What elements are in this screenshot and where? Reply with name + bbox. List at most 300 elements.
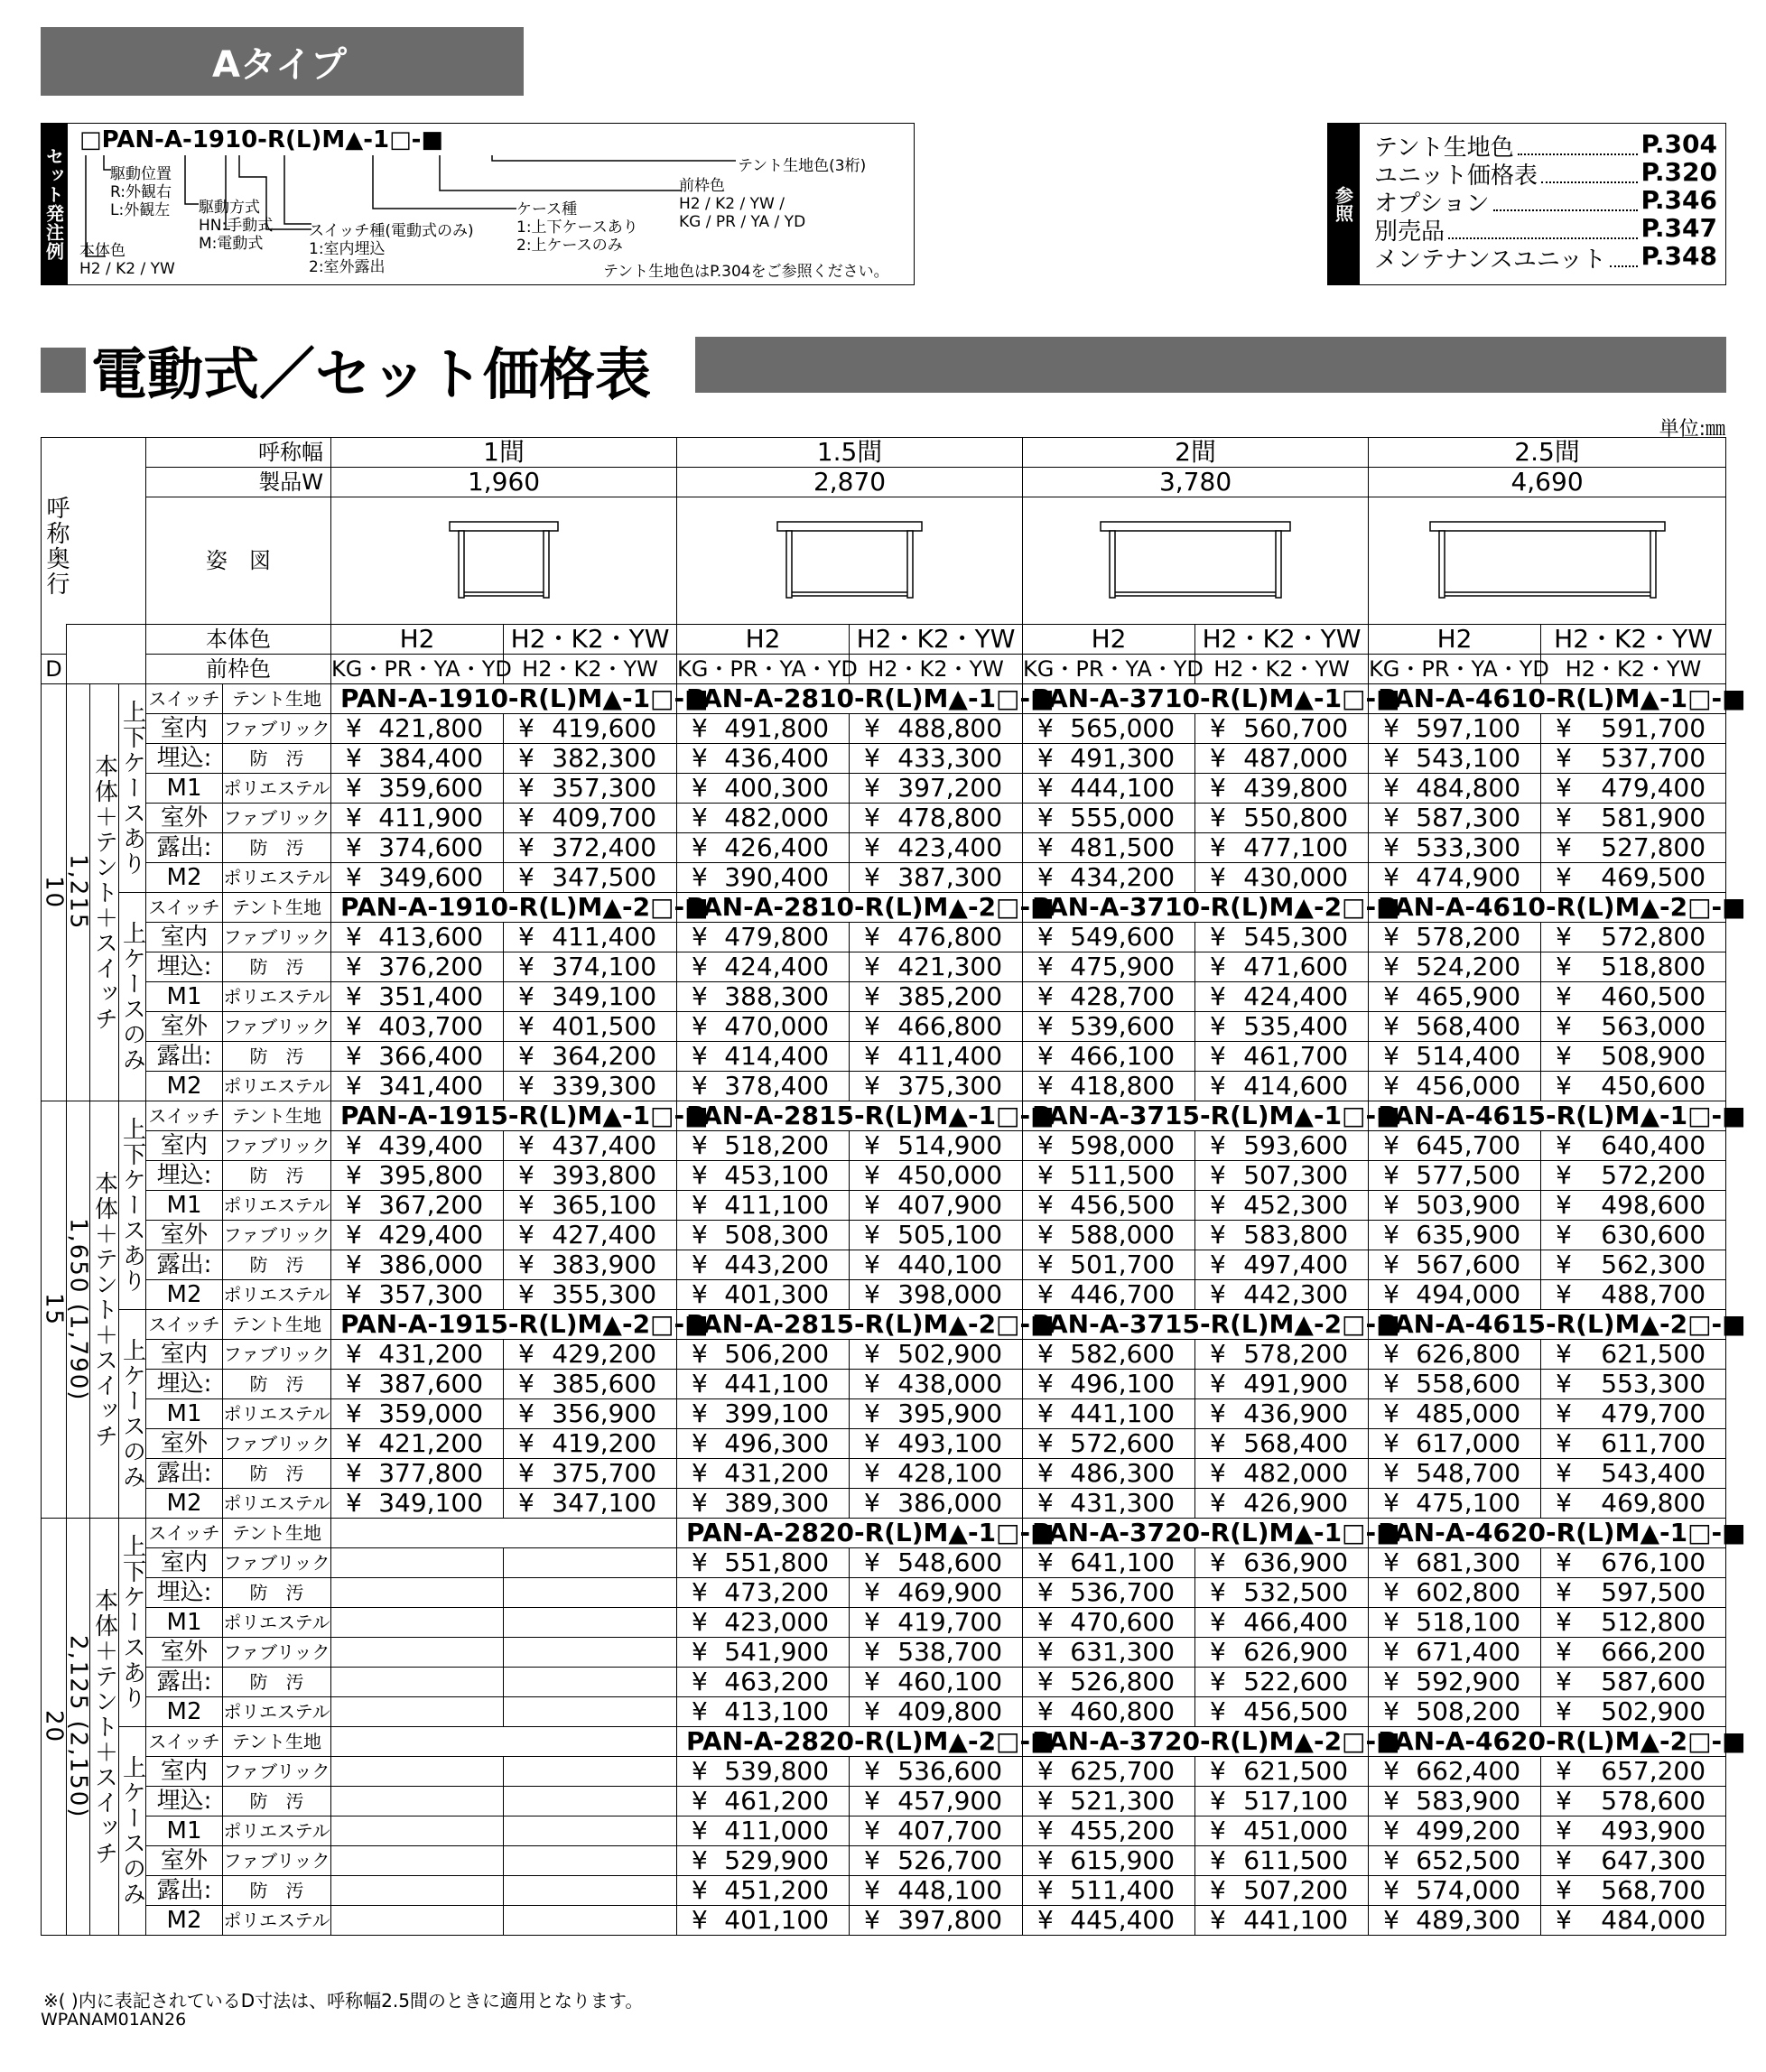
fabric-label: ファブリック xyxy=(223,804,331,833)
fabric-label: 防 汚 xyxy=(223,833,331,863)
yen-sign: ¥ xyxy=(1383,1577,1399,1607)
yen-sign: ¥ xyxy=(692,1041,708,1071)
price-value: 466,800 xyxy=(897,1011,1003,1041)
price-cell xyxy=(1023,804,1195,833)
price-cell xyxy=(1195,1608,1369,1638)
price-cell xyxy=(504,952,677,982)
price-value: 413,600 xyxy=(378,922,484,952)
price-value: 507,200 xyxy=(1243,1875,1349,1905)
price-value: 521,300 xyxy=(1070,1786,1176,1816)
switch-label: M1 xyxy=(146,774,223,804)
yen-sign: ¥ xyxy=(1556,773,1572,803)
price-value: 385,200 xyxy=(897,981,1003,1011)
yen-sign: ¥ xyxy=(1210,1041,1226,1071)
yen-sign: ¥ xyxy=(864,803,880,832)
price-cell xyxy=(1195,1191,1369,1221)
price-value: 387,300 xyxy=(897,862,1003,892)
fabric-label: 防 汚 xyxy=(223,1787,331,1816)
price-cell xyxy=(1369,1757,1541,1787)
price-value: 676,100 xyxy=(1601,1547,1706,1577)
price-value: 460,500 xyxy=(1601,981,1706,1011)
price-cell xyxy=(504,1757,677,1787)
price-value: 433,300 xyxy=(897,743,1003,773)
price-value: 386,000 xyxy=(378,1250,484,1279)
fabric-label: 防 汚 xyxy=(223,1161,331,1191)
price-value: 474,900 xyxy=(1416,862,1521,892)
switch-label: 室外 xyxy=(146,1638,223,1668)
price-cell xyxy=(1369,1012,1541,1042)
figure-cell-3 xyxy=(1369,497,1726,625)
price-row xyxy=(42,1906,1726,1936)
price-value: 597,100 xyxy=(1416,713,1521,743)
price-value: 349,100 xyxy=(378,1488,484,1518)
price-value: 382,300 xyxy=(552,743,657,773)
yen-sign: ¥ xyxy=(1556,1816,1572,1845)
price-value: 399,100 xyxy=(724,1398,830,1428)
yen-sign: ¥ xyxy=(1037,773,1054,803)
price-value: 441,100 xyxy=(1070,1398,1176,1428)
price-row xyxy=(42,1280,1726,1310)
yen-sign: ¥ xyxy=(1383,1696,1399,1726)
switch-label: M1 xyxy=(146,1191,223,1221)
price-cell xyxy=(504,1221,677,1250)
body-color-value: H2 xyxy=(331,625,504,655)
yen-sign: ¥ xyxy=(1037,1607,1054,1637)
yen-sign: ¥ xyxy=(1037,1875,1054,1905)
yen-sign: ¥ xyxy=(692,1369,708,1398)
product-w-header: 製品W xyxy=(146,468,331,497)
price-value: 578,200 xyxy=(1416,922,1521,952)
footnote: ※( )内に表記されているD寸法は、呼称幅2.5間のときに適用となります。 xyxy=(43,1990,644,2012)
switch-label: 露出: xyxy=(146,1876,223,1906)
price-cell xyxy=(1369,1250,1541,1280)
price-value: 378,400 xyxy=(724,1071,830,1101)
body-tent-switch-label: 本体＋テント＋スイッチ xyxy=(90,1519,119,1936)
price-cell xyxy=(1369,833,1541,863)
price-value: 479,700 xyxy=(1601,1398,1706,1428)
switch-label: 室内 xyxy=(146,923,223,952)
price-value: 400,300 xyxy=(724,773,830,803)
fabric-label: ファブリック xyxy=(223,1340,331,1370)
price-value: 470,000 xyxy=(724,1011,830,1041)
awning-frame-icon xyxy=(1430,511,1665,610)
price-value: 470,600 xyxy=(1070,1607,1176,1637)
price-value: 421,200 xyxy=(378,1428,484,1458)
switch-label: M1 xyxy=(146,1816,223,1846)
price-row xyxy=(42,1429,1726,1459)
yen-sign: ¥ xyxy=(692,1130,708,1160)
yen-sign: ¥ xyxy=(1383,1071,1399,1101)
price-cell xyxy=(1023,952,1195,982)
price-value: 493,100 xyxy=(897,1428,1003,1458)
header-row-front-frame xyxy=(42,655,1726,684)
price-cell xyxy=(1195,1221,1369,1250)
price-cell xyxy=(1369,1131,1541,1161)
yen-sign: ¥ xyxy=(864,1845,880,1875)
switch-label: M1 xyxy=(146,1608,223,1638)
fabric-header: テント生地 xyxy=(223,893,331,923)
frame-top-case xyxy=(777,522,922,531)
price-cell xyxy=(331,1876,504,1906)
price-cell xyxy=(1369,1429,1541,1459)
price-cell xyxy=(677,1548,850,1578)
price-cell xyxy=(850,1161,1023,1191)
yen-sign: ¥ xyxy=(518,1041,534,1071)
yen-sign: ¥ xyxy=(1383,1041,1399,1071)
body-color-note: 本体色 H2 / K2 / YW xyxy=(79,242,175,278)
yen-sign: ¥ xyxy=(864,1369,880,1398)
yen-sign: ¥ xyxy=(1556,1667,1572,1696)
model-code: PAN-A-3715-R(L)M▲-1□-■ xyxy=(1023,1101,1369,1131)
yen-sign: ¥ xyxy=(1210,1816,1226,1845)
price-cell xyxy=(1541,1876,1726,1906)
frame-left-post xyxy=(1439,531,1445,598)
yen-sign: ¥ xyxy=(864,1816,880,1845)
price-value: 545,300 xyxy=(1243,922,1349,952)
price-cell xyxy=(1369,1816,1541,1846)
price-value: 443,200 xyxy=(724,1250,830,1279)
price-value: 508,300 xyxy=(724,1220,830,1250)
nominal-width-2: 2間 xyxy=(1023,438,1369,468)
yen-sign: ¥ xyxy=(1383,922,1399,952)
price-value: 493,900 xyxy=(1601,1816,1706,1845)
yen-sign: ¥ xyxy=(1037,1667,1054,1696)
price-row xyxy=(42,1042,1726,1072)
switch-label: 室外 xyxy=(146,1429,223,1459)
price-cell xyxy=(331,1370,504,1399)
price-row xyxy=(42,1072,1726,1101)
d-value: 1,650 (1,790) xyxy=(67,1101,90,1519)
model-code: PAN-A-2815-R(L)M▲-1□-■ xyxy=(677,1101,1023,1131)
yen-sign: ¥ xyxy=(1556,743,1572,773)
frame-right-post xyxy=(1276,531,1281,598)
switch-header: スイッチ xyxy=(146,1101,223,1131)
yen-sign: ¥ xyxy=(864,1577,880,1607)
price-value: 486,300 xyxy=(1070,1458,1176,1488)
model-code: PAN-A-2820-R(L)M▲-2□-■ xyxy=(677,1727,1023,1757)
product-w-3: 4,690 xyxy=(1369,468,1726,497)
price-cell xyxy=(677,1489,850,1519)
product-w-2: 3,780 xyxy=(1023,468,1369,497)
price-cell xyxy=(504,1042,677,1072)
price-cell xyxy=(1541,1250,1726,1280)
price-value: 452,300 xyxy=(1243,1190,1349,1220)
price-value: 647,300 xyxy=(1601,1845,1706,1875)
model-row xyxy=(42,893,1726,923)
price-value: 359,600 xyxy=(378,773,484,803)
yen-sign: ¥ xyxy=(864,1071,880,1101)
yen-sign: ¥ xyxy=(1037,1905,1054,1935)
yen-sign: ¥ xyxy=(1210,1071,1226,1101)
yen-sign: ¥ xyxy=(1210,862,1226,892)
price-value: 359,000 xyxy=(378,1398,484,1428)
price-cell xyxy=(1023,1072,1195,1101)
yen-sign: ¥ xyxy=(1556,1786,1572,1816)
price-value: 466,100 xyxy=(1070,1041,1176,1071)
price-value: 453,100 xyxy=(724,1160,830,1190)
price-cell xyxy=(1023,1906,1195,1936)
yen-sign: ¥ xyxy=(692,1577,708,1607)
yen-sign: ¥ xyxy=(1556,1369,1572,1398)
price-cell xyxy=(1023,1429,1195,1459)
yen-sign: ¥ xyxy=(1556,803,1572,832)
yen-sign: ¥ xyxy=(864,1547,880,1577)
price-value: 411,000 xyxy=(724,1816,830,1845)
switch-label: 露出: xyxy=(146,1459,223,1489)
price-value: 441,100 xyxy=(1243,1905,1349,1935)
yen-sign: ¥ xyxy=(864,832,880,862)
model-code xyxy=(331,1727,677,1757)
d-value: 2,125 (2,150) xyxy=(67,1519,90,1936)
yen-sign: ¥ xyxy=(864,1041,880,1071)
price-cell xyxy=(504,1161,677,1191)
model-code: PAN-A-2820-R(L)M▲-1□-■ xyxy=(677,1519,1023,1548)
price-cell xyxy=(850,863,1023,893)
price-value: 356,900 xyxy=(552,1398,657,1428)
price-value: 511,500 xyxy=(1070,1160,1176,1190)
price-value: 398,000 xyxy=(897,1279,1003,1309)
yen-sign: ¥ xyxy=(692,1011,708,1041)
price-cell xyxy=(677,1221,850,1250)
switch-label: 露出: xyxy=(146,1668,223,1697)
price-cell xyxy=(1023,774,1195,804)
price-cell xyxy=(504,833,677,863)
price-value: 502,900 xyxy=(1601,1696,1706,1726)
body-color-value: H2・K2・YW xyxy=(1541,625,1726,655)
price-cell xyxy=(331,1757,504,1787)
price-cell xyxy=(1369,1668,1541,1697)
price-value: 626,800 xyxy=(1416,1339,1521,1369)
price-cell xyxy=(1369,1191,1541,1221)
yen-sign: ¥ xyxy=(518,1428,534,1458)
price-cell xyxy=(504,1638,677,1668)
price-cell xyxy=(331,1012,504,1042)
price-value: 393,800 xyxy=(552,1160,657,1190)
yen-sign: ¥ xyxy=(346,1160,362,1190)
price-value: 621,500 xyxy=(1601,1339,1706,1369)
price-cell xyxy=(1541,1399,1726,1429)
yen-sign: ¥ xyxy=(1210,922,1226,952)
price-value: 485,000 xyxy=(1416,1398,1521,1428)
price-cell xyxy=(1369,1221,1541,1250)
yen-sign: ¥ xyxy=(864,1637,880,1667)
price-cell xyxy=(1369,1072,1541,1101)
price-value: 536,600 xyxy=(897,1756,1003,1786)
price-value: 419,200 xyxy=(552,1428,657,1458)
model-code: PAN-A-3710-R(L)M▲-1□-■ xyxy=(1023,684,1369,714)
price-cell xyxy=(1541,1846,1726,1876)
price-cell xyxy=(677,1697,850,1727)
price-cell xyxy=(677,982,850,1012)
price-cell xyxy=(1541,1638,1726,1668)
price-value: 581,900 xyxy=(1601,803,1706,832)
price-cell xyxy=(504,1280,677,1310)
case-type-note: ケース種 1:上下ケースあり 2:上ケースのみ xyxy=(516,200,638,255)
switch-header: スイッチ xyxy=(146,1727,223,1757)
nominal-width-header: 呼称幅 xyxy=(146,438,331,468)
yen-sign: ¥ xyxy=(1037,1637,1054,1667)
switch-label: 埋込: xyxy=(146,952,223,982)
price-row xyxy=(42,1459,1726,1489)
title-square-icon xyxy=(41,348,86,393)
yen-sign: ¥ xyxy=(1037,1786,1054,1816)
price-value: 597,500 xyxy=(1601,1577,1706,1607)
price-value: 429,400 xyxy=(378,1220,484,1250)
figure-cell-1 xyxy=(677,497,1023,625)
price-value: 424,400 xyxy=(724,952,830,981)
switch-label: 室外 xyxy=(146,804,223,833)
price-value: 426,400 xyxy=(724,832,830,862)
price-value: 385,600 xyxy=(552,1369,657,1398)
price-value: 339,300 xyxy=(552,1071,657,1101)
yen-sign: ¥ xyxy=(864,1458,880,1488)
price-value: 431,200 xyxy=(378,1339,484,1369)
price-value: 489,300 xyxy=(1416,1905,1521,1935)
price-value: 439,400 xyxy=(378,1130,484,1160)
price-value: 536,700 xyxy=(1070,1577,1176,1607)
price-cell xyxy=(331,774,504,804)
yen-sign: ¥ xyxy=(1556,952,1572,981)
price-value: 591,700 xyxy=(1601,713,1706,743)
price-value: 479,800 xyxy=(724,922,830,952)
yen-sign: ¥ xyxy=(692,1547,708,1577)
price-cell xyxy=(1195,923,1369,952)
yen-sign: ¥ xyxy=(1556,1130,1572,1160)
price-cell xyxy=(850,1340,1023,1370)
price-value: 395,900 xyxy=(897,1398,1003,1428)
yen-sign: ¥ xyxy=(1383,1547,1399,1577)
yen-sign: ¥ xyxy=(1556,862,1572,892)
price-cell xyxy=(331,1489,504,1519)
price-cell xyxy=(1195,1429,1369,1459)
body-color-value: H2 xyxy=(677,625,850,655)
price-value: 397,800 xyxy=(897,1905,1003,1935)
yen-sign: ¥ xyxy=(1383,862,1399,892)
price-cell xyxy=(504,1846,677,1876)
reference-item: テント生地色 P.304 xyxy=(1374,129,1717,162)
yen-sign: ¥ xyxy=(1210,1696,1226,1726)
price-value: 641,100 xyxy=(1070,1547,1176,1577)
price-cell xyxy=(1195,774,1369,804)
yen-sign: ¥ xyxy=(1556,1428,1572,1458)
frame-left-post xyxy=(786,531,792,598)
fabric-label: 防 汚 xyxy=(223,1876,331,1906)
yen-sign: ¥ xyxy=(346,1339,362,1369)
price-row xyxy=(42,1608,1726,1638)
price-row xyxy=(42,1221,1726,1250)
price-value: 588,000 xyxy=(1070,1220,1176,1250)
price-cell xyxy=(331,744,504,774)
switch-type-note: スイッチ種(電動式のみ) 1:室内埋込 2:室外露出 xyxy=(309,222,474,276)
price-value: 357,300 xyxy=(378,1279,484,1309)
model-code: PAN-A-2810-R(L)M▲-1□-■ xyxy=(677,684,1023,714)
yen-sign: ¥ xyxy=(1037,1845,1054,1875)
price-value: 621,500 xyxy=(1243,1756,1349,1786)
price-value: 419,600 xyxy=(552,713,657,743)
price-cell xyxy=(677,1578,850,1608)
front-frame-value: KG・PR・YA・YD xyxy=(1023,655,1195,684)
price-value: 377,800 xyxy=(378,1458,484,1488)
yen-sign: ¥ xyxy=(692,1756,708,1786)
yen-sign: ¥ xyxy=(1210,1756,1226,1786)
price-value: 367,200 xyxy=(378,1190,484,1220)
price-value: 539,600 xyxy=(1070,1011,1176,1041)
price-cell xyxy=(504,1429,677,1459)
yen-sign: ¥ xyxy=(1037,1369,1054,1398)
price-cell xyxy=(850,804,1023,833)
price-cell xyxy=(677,1191,850,1221)
model-row xyxy=(42,1727,1726,1757)
price-cell xyxy=(1023,1757,1195,1787)
price-cell xyxy=(504,714,677,744)
price-cell xyxy=(850,1906,1023,1936)
price-cell xyxy=(504,744,677,774)
yen-sign: ¥ xyxy=(346,1428,362,1458)
price-cell xyxy=(331,1906,504,1936)
price-cell xyxy=(677,744,850,774)
price-cell xyxy=(1023,714,1195,744)
fabric-label: 防 汚 xyxy=(223,1578,331,1608)
price-value: 543,100 xyxy=(1416,743,1521,773)
price-value: 477,100 xyxy=(1243,832,1349,862)
yen-sign: ¥ xyxy=(518,1071,534,1101)
model-code: PAN-A-3720-R(L)M▲-2□-■ xyxy=(1023,1727,1369,1757)
price-value: 383,900 xyxy=(552,1250,657,1279)
price-value: 518,800 xyxy=(1601,952,1706,981)
price-value: 355,300 xyxy=(552,1279,657,1309)
price-cell xyxy=(504,1370,677,1399)
yen-sign: ¥ xyxy=(1383,1011,1399,1041)
price-value: 593,600 xyxy=(1243,1130,1349,1160)
price-value: 418,800 xyxy=(1070,1071,1176,1101)
price-cell xyxy=(1195,1668,1369,1697)
price-cell xyxy=(677,1429,850,1459)
price-value: 429,200 xyxy=(552,1339,657,1369)
yen-sign: ¥ xyxy=(692,1875,708,1905)
price-cell xyxy=(850,982,1023,1012)
price-value: 567,600 xyxy=(1416,1250,1521,1279)
body-color-value: H2・K2・YW xyxy=(504,625,677,655)
price-cell xyxy=(1195,1250,1369,1280)
yen-sign: ¥ xyxy=(1037,952,1054,981)
price-cell xyxy=(1541,714,1726,744)
price-value: 558,600 xyxy=(1416,1369,1521,1398)
price-value: 529,900 xyxy=(724,1845,830,1875)
price-value: 526,800 xyxy=(1070,1667,1176,1696)
fabric-label: ファブリック xyxy=(223,1548,331,1578)
price-value: 598,000 xyxy=(1070,1130,1176,1160)
unit-label: 単位:㎜ xyxy=(1659,418,1725,441)
price-value: 341,400 xyxy=(378,1071,484,1101)
price-value: 482,000 xyxy=(1243,1458,1349,1488)
price-cell xyxy=(1369,1548,1541,1578)
yen-sign: ¥ xyxy=(692,1905,708,1935)
price-cell xyxy=(1369,1876,1541,1906)
price-row xyxy=(42,1161,1726,1191)
price-cell xyxy=(677,1787,850,1816)
price-cell xyxy=(677,1012,850,1042)
price-cell xyxy=(1195,1012,1369,1042)
price-cell xyxy=(504,982,677,1012)
front-frame-value: KG・PR・YA・YD xyxy=(331,655,504,684)
yen-sign: ¥ xyxy=(1037,743,1054,773)
yen-sign: ¥ xyxy=(1037,1398,1054,1428)
price-cell xyxy=(504,1787,677,1816)
yen-sign: ¥ xyxy=(1210,981,1226,1011)
price-value: 491,300 xyxy=(1070,743,1176,773)
yen-sign: ¥ xyxy=(864,952,880,981)
price-cell xyxy=(1369,714,1541,744)
